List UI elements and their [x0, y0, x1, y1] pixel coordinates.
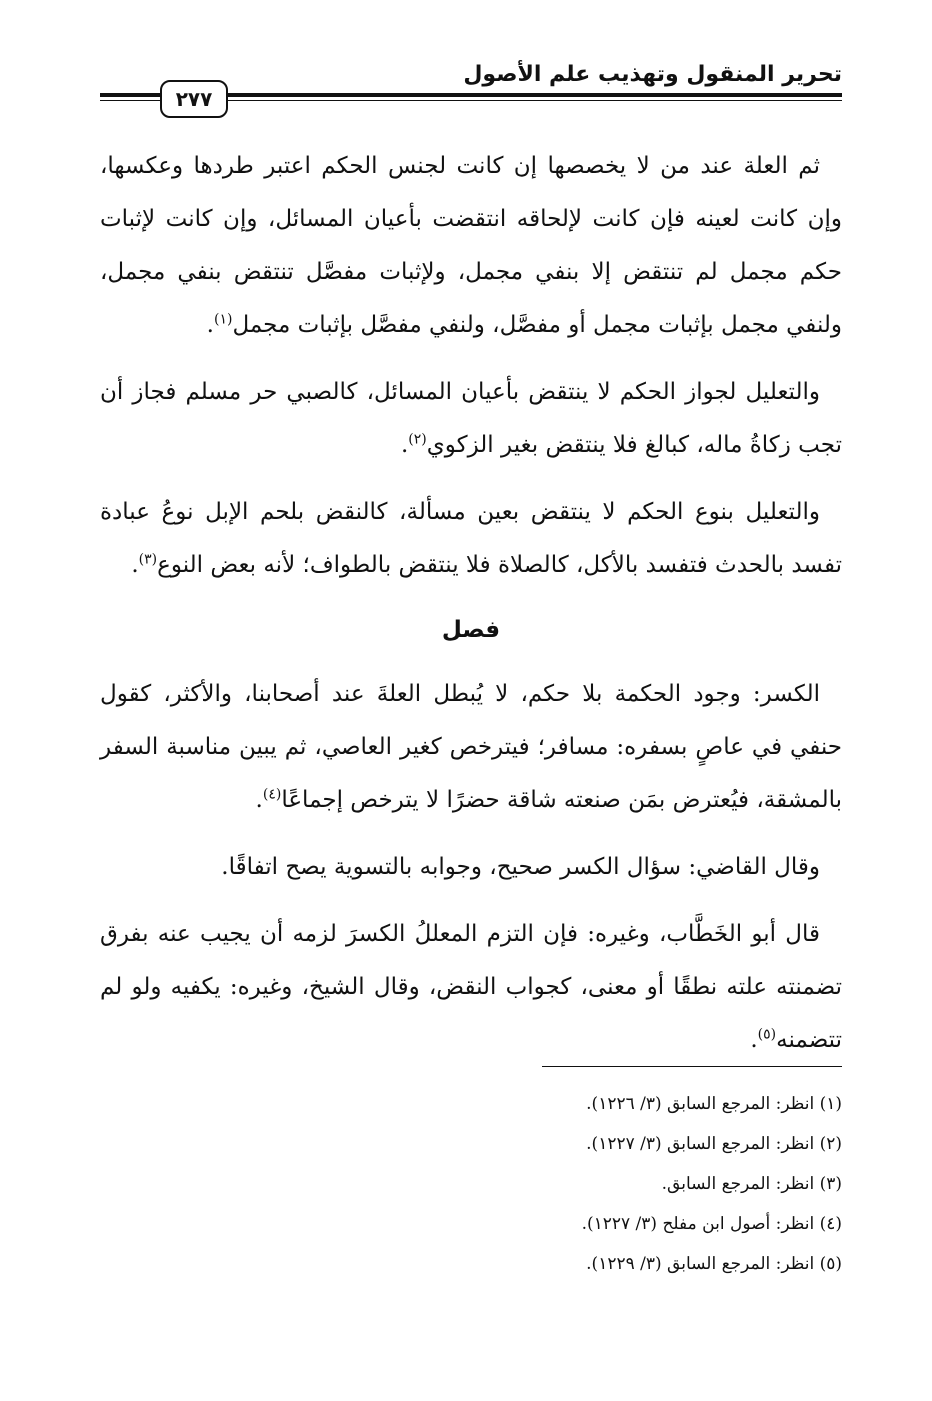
footnote-ref: (٢): [408, 431, 427, 448]
paragraph-text: الكسر: وجود الحكمة بلا حكم، لا يُبطل العلةَ عند أصحابنا، والأكثر، كقول حنفي في عاصٍ بسفره: مسافر؛ فيترخص كغير العاصي، ثم يبين مناسبة السفر بالمشقة، فيُعترض بمَن صنعته شاقة حضرًا لا يترخص إجماعًا: [100, 681, 842, 813]
section-heading: فصل: [441, 617, 501, 643]
footnote-item: (٤) انظر: أصول ابن مفلح (٣/ ١٢٢٧).: [581, 1214, 842, 1234]
paragraph-2: [100, 366, 842, 472]
footnote-ref: (٥): [757, 1026, 777, 1043]
footnote-ref: (٤): [262, 786, 282, 803]
paragraph-end: .: [206, 312, 214, 338]
paragraph-5: [100, 841, 842, 894]
paragraph-text: والتعليل لجواز الحكم لا ينتقض بأعيان المسائل، كالصبي حر مسلم فجاز أن تجب زكاةُ ماله، كبالغ فلا ينتقض بغير الزكوي: [100, 379, 842, 458]
footnote-item: (١) انظر: المرجع السابق (٣/ ١٢٢٦).: [586, 1094, 842, 1114]
footnote-ref: (١): [213, 311, 233, 328]
paragraph-end: .: [255, 787, 263, 813]
running-title: تحرير المنقول وتهذيب علم الأصول: [463, 62, 842, 87]
footnote-item: (٥) انظر: المرجع السابق (٣/ ١٢٢٩).: [586, 1254, 842, 1274]
paragraph-end: .: [131, 552, 139, 578]
paragraph-text: وقال القاضي: سؤال الكسر صحيح، وجوابه بالتسوية يصح اتفاقًا.: [221, 854, 820, 880]
paragraph-4: [100, 668, 842, 827]
page-number: ٢٧٧: [160, 80, 228, 118]
footnote-separator: [542, 1066, 842, 1067]
footnote-ref: (٣): [138, 551, 158, 568]
paragraph-text: والتعليل بنوع الحكم لا ينتقض بعين مسألة، كالنقض بلحم الإبل نوعُ عبادة تفسد بالحدث فتفسد بالأكل، كالصلاة فلا ينتقض بالطواف؛ لأنه بعض النوع: [100, 499, 842, 578]
paragraph-3: [100, 486, 842, 592]
footnotes-list: [242, 1084, 842, 1284]
paragraph-text: قال أبو الخَطَّاب، وغيره: فإن التزم المعللُ الكسرَ لزمه أن يجيب عنه بفرق تضمنته علته نطقًا أو معنى، كجواب النقض، وقال الشيخ، وغيره: يكفيه ولو لم تتضمنه: [100, 921, 842, 1053]
footnote-item: (٣) انظر: المرجع السابق.: [661, 1174, 842, 1194]
paragraph-6: [100, 908, 842, 1067]
paragraph-1: [100, 140, 842, 352]
paragraph-text: ثم العلة عند من لا يخصصها إن كانت لجنس الحكم اعتبر طردها وعكسها، وإن كانت لعينه فإن كانت لإلحاقه انتقضت بأعيان المسائل، وإن كانت لإثبات حكم مجمل لم تنتقض إلا بنفي مجمل، ولإثبات مفصَّل تنتقض بنفي مجمل، ولنفي مجمل بإثبات مجمل أو مفصَّل، ولنفي مفصَّل بإثبات مجمل: [100, 153, 842, 338]
footnote-item: (٢) انظر: المرجع السابق (٣/ ١٢٢٧).: [586, 1134, 842, 1154]
paragraph-end: .: [400, 432, 409, 458]
main-text: [100, 140, 842, 1081]
paragraph-end: .: [750, 1027, 758, 1053]
